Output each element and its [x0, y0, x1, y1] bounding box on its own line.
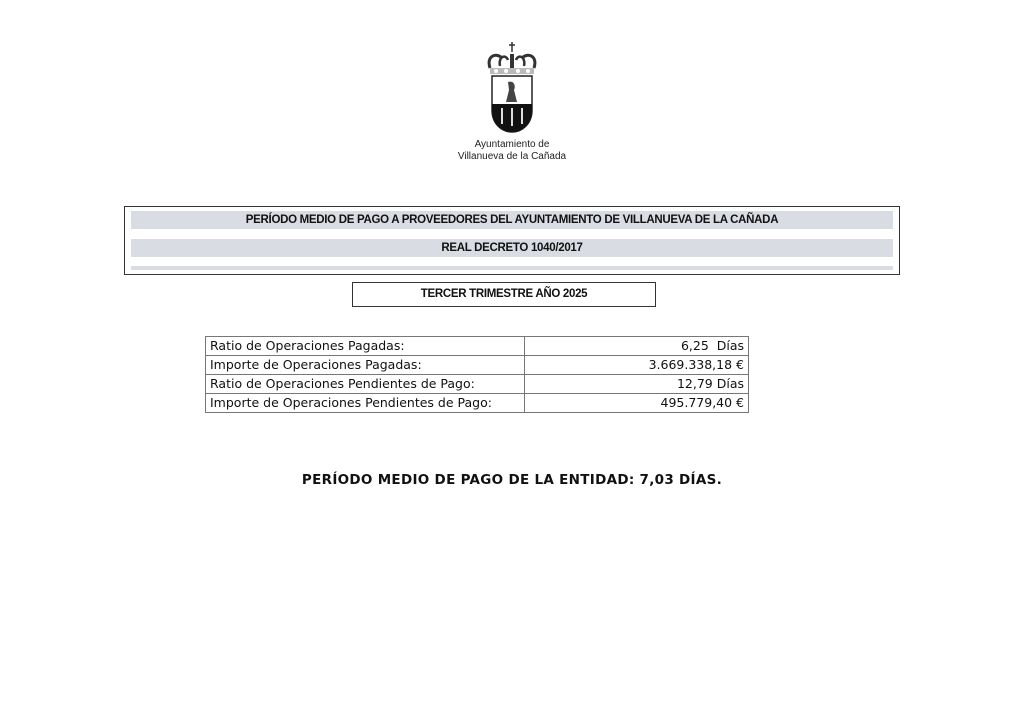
row-value: 3.669.338,18 € — [525, 356, 749, 375]
row-value: 495.779,40 € — [525, 394, 749, 413]
row-label: Importe de Operaciones Pagadas: — [206, 356, 525, 375]
document-title: PERÍODO MEDIO DE PAGO A PROVEEDORES DEL AYUNTAMIENTO DE VILLANUEVA DE LA CAÑADA — [131, 211, 893, 229]
row-value: 12,79 Días — [525, 375, 749, 394]
table-row — [206, 375, 749, 394]
row-label: Ratio de Operaciones Pendientes de Pago: — [206, 375, 525, 394]
logo-line-2: Villanueva de la Cañada — [457, 151, 567, 162]
logo-line-1: Ayuntamiento de — [474, 139, 550, 150]
header-divider-band — [131, 266, 893, 270]
payment-data-table — [205, 336, 749, 413]
average-payment-period-summary: PERÍODO MEDIO DE PAGO DE LA ENTIDAD: 7,03 DÍAS. — [301, 472, 723, 488]
row-label: Importe de Operaciones Pendientes de Pago: — [206, 394, 525, 413]
table-row — [206, 356, 749, 375]
table-row — [206, 337, 749, 356]
header-box — [124, 206, 900, 275]
row-value: 6,25 Días — [525, 337, 749, 356]
document-subtitle: REAL DECRETO 1040/2017 — [131, 239, 893, 257]
period-label: TERCER TRIMESTRE AÑO 2025 — [352, 282, 656, 307]
row-label: Ratio de Operaciones Pagadas: — [206, 337, 525, 356]
coat-of-arms-logo — [484, 40, 540, 136]
table-row — [206, 394, 749, 413]
